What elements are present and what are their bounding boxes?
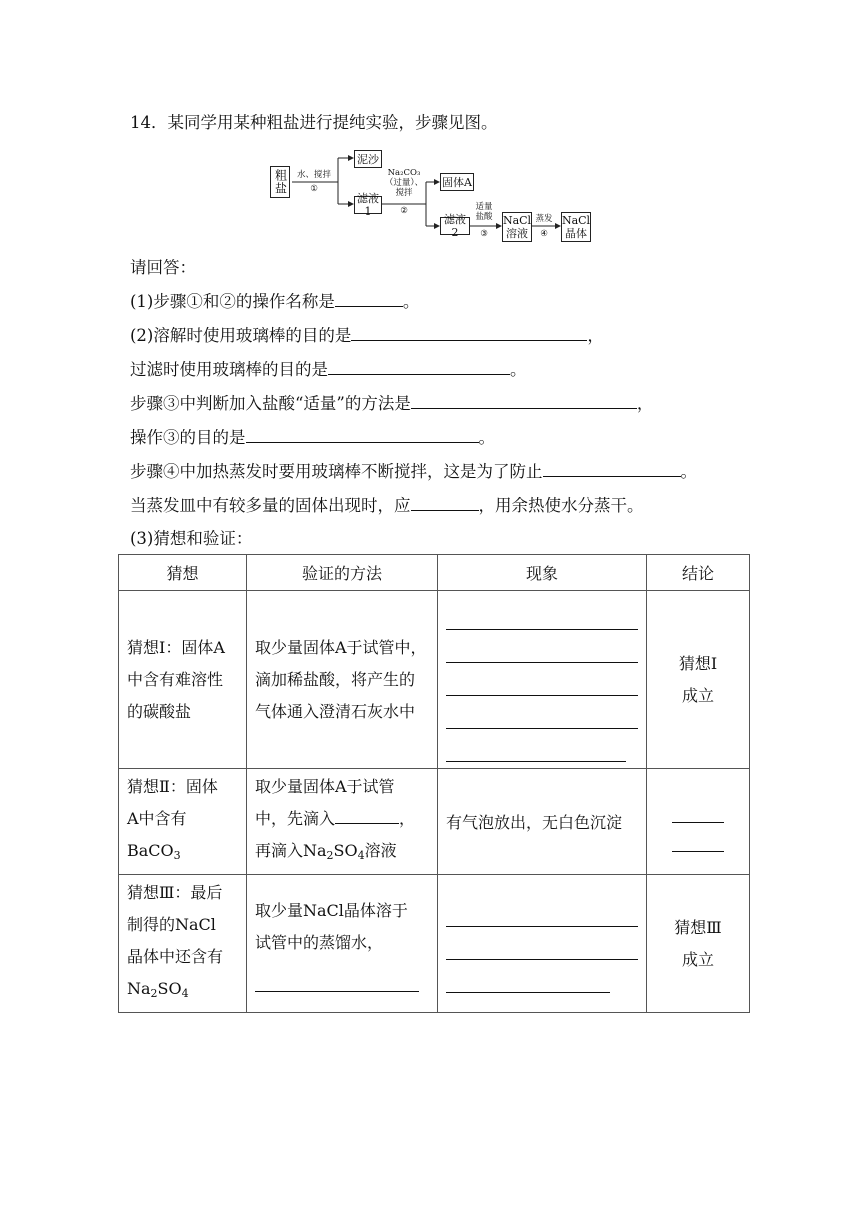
row2-method: 取少量固体A于试管 中，先滴入 ， 再滴入$Na_2SO_4$溶液 xyxy=(247,769,438,875)
row3-guess: 猜想Ⅲ：最后 制得的NaCl 晶体中还含有 $Na_2SO_4$ xyxy=(119,875,247,1013)
answer-line[interactable] xyxy=(446,729,626,762)
row1-conclusion: 猜想Ⅰ 成立 xyxy=(647,591,750,769)
answer-line[interactable] xyxy=(446,696,638,729)
step2-reagent: Na₂CO₃ xyxy=(387,168,421,178)
step2-qty: （过量）、 xyxy=(384,178,424,188)
header-phenomenon: 现象 xyxy=(438,555,647,591)
table-row xyxy=(119,769,750,875)
table-header-row xyxy=(119,555,750,591)
filtrate1-box: 滤液1 xyxy=(354,196,382,214)
step1-number: ① xyxy=(310,184,318,194)
table-row xyxy=(119,591,750,769)
nacl-solution-box: NaCl 溶液 xyxy=(502,214,532,240)
hypothesis-table xyxy=(118,554,750,1013)
header-conclusion: 结论 xyxy=(647,555,750,591)
question-2d: 操作③的目的是 。 xyxy=(130,428,495,447)
row2-phenomenon: 有气泡放出，无白色沉淀 xyxy=(438,769,647,875)
table-row xyxy=(119,875,750,1013)
answer-line[interactable] xyxy=(446,960,610,993)
answer-prompt: 请回答： xyxy=(130,258,196,277)
step3-number: ③ xyxy=(480,229,488,239)
question-3: (3)猜想和验证： xyxy=(130,529,253,548)
answer-blank-reagent[interactable] xyxy=(335,807,399,824)
question-text: 某同学用某种粗盐进行提纯实验，步骤见图。 xyxy=(167,113,498,132)
header-guess: 猜想 xyxy=(119,555,247,591)
question-stem xyxy=(130,112,498,134)
row2-conclusion xyxy=(647,769,750,875)
answer-line[interactable] xyxy=(672,823,724,852)
answer-line[interactable] xyxy=(446,630,638,663)
step2-number: ② xyxy=(400,206,408,216)
answer-blank-2[interactable] xyxy=(351,324,587,341)
step3-line2: 盐酸 xyxy=(475,212,493,222)
answer-line[interactable] xyxy=(446,894,638,927)
row3-conclusion: 猜想Ⅲ 成立 xyxy=(647,875,750,1013)
step4-number: ④ xyxy=(540,229,548,239)
question-2a: (2)溶解时使用玻璃棒的目的是 ， xyxy=(130,326,604,345)
question-2e: 步骤④中加热蒸发时要用玻璃棒不断搅拌，这是为了防止 。 xyxy=(130,462,697,481)
answer-blank-4[interactable] xyxy=(411,392,637,409)
question-2f: 当蒸发皿中有较多量的固体出现时，应 ，用余热使水分蒸干。 xyxy=(130,496,644,515)
row1-method: 取少量固体A于试管中，滴加稀盐酸，将产生的气体通入澄清石灰水中 xyxy=(247,591,438,769)
row2-guess: 猜想Ⅱ：固体 A中含有 BaCO$_3$ xyxy=(119,769,247,875)
step2-op: 搅拌 xyxy=(395,188,413,198)
row3-phenomenon xyxy=(438,875,647,1013)
answer-blank-7[interactable] xyxy=(411,494,479,511)
question-1: (1)步骤①和②的操作名称是 。 xyxy=(130,292,420,311)
nacl-crystal-box: NaCl 晶体 xyxy=(561,214,591,240)
crude-salt-label: 粗盐 xyxy=(273,169,288,195)
step3-line1: 适量 xyxy=(475,202,493,212)
answer-line[interactable] xyxy=(446,663,638,696)
answer-line[interactable] xyxy=(446,597,638,630)
answer-line[interactable] xyxy=(446,927,638,960)
answer-blank-6[interactable] xyxy=(543,460,681,477)
header-method: 验证的方法 xyxy=(247,555,438,591)
question-2c: 步骤③中判断加入盐酸“适量”的方法是 ， xyxy=(130,394,654,413)
row1-phenomenon xyxy=(438,591,647,769)
row3-method: 取少量NaCl晶体溶于 试管中的蒸馏水， xyxy=(247,875,438,1013)
answer-blank-5[interactable] xyxy=(246,426,479,443)
answer-line[interactable] xyxy=(672,792,724,823)
step4-label: 蒸发 xyxy=(535,214,553,224)
row1-guess: 猜想Ⅰ：固体A中含有难溶性的碳酸盐 xyxy=(119,591,247,769)
answer-line[interactable] xyxy=(255,959,419,992)
filtrate2-box: 滤液2 xyxy=(440,217,470,235)
step1-label: 水、搅拌 xyxy=(296,170,331,180)
answer-blank-1[interactable] xyxy=(335,290,403,307)
question-number: 14． xyxy=(130,113,168,132)
crude-salt-box xyxy=(270,166,290,198)
mud-box: 泥沙 xyxy=(354,150,382,168)
answer-blank-3[interactable] xyxy=(328,358,510,375)
question-2b: 过滤时使用玻璃棒的目的是 。 xyxy=(130,360,527,379)
solidA-box: 固体A xyxy=(440,173,474,191)
purification-flow-diagram xyxy=(270,146,600,246)
